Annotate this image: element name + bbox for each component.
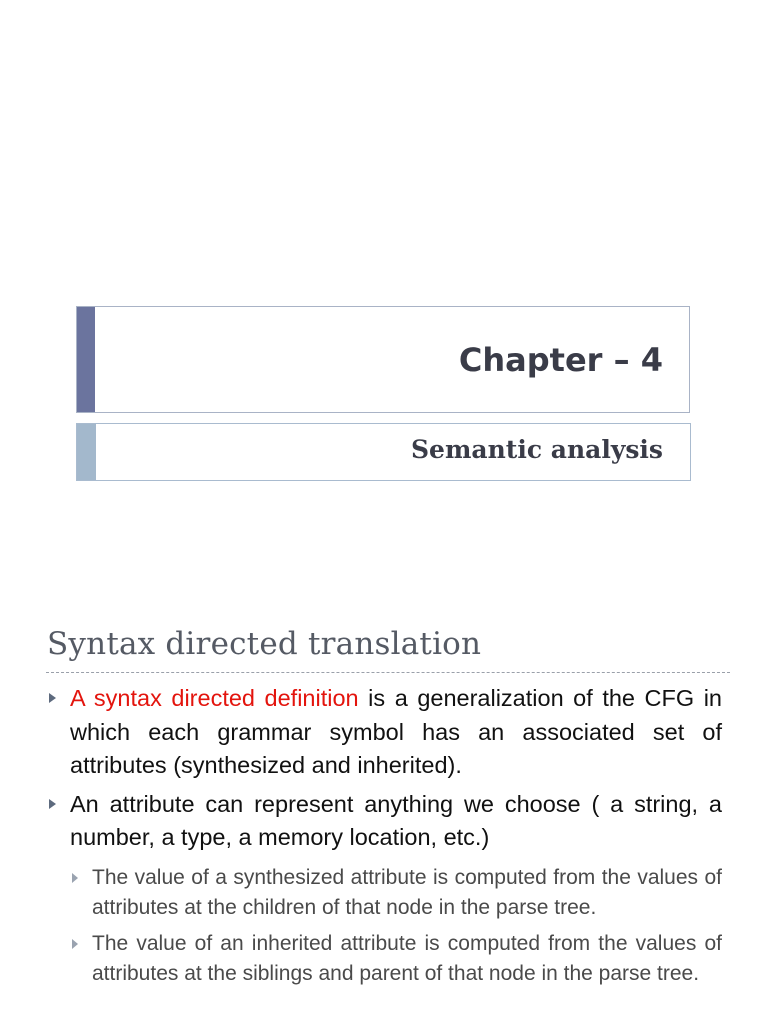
highlighted-term: A syntax directed definition <box>70 685 359 711</box>
triangle-right-icon <box>72 939 78 949</box>
sub-bullet-item <box>70 929 722 989</box>
triangle-right-icon <box>49 799 56 809</box>
section-heading: Syntax directed translation <box>47 626 482 662</box>
sub-bullet-text: The value of a synthesized attribute is computed from the values of attributes at the children of that node in the parse tree. <box>92 865 722 919</box>
chapter-title: Chapter – 4 <box>458 341 663 379</box>
sub-bullet-text: The value of an inherited attribute is computed from the values of attributes at the siblings and parent of that node in the parse tree. <box>92 931 722 985</box>
subtitle-box <box>76 423 691 481</box>
heading-divider <box>46 672 730 673</box>
chapter-title-box <box>76 306 690 413</box>
sub-bullet-item <box>70 863 722 923</box>
chapter-subtitle: Semantic analysis <box>410 435 663 464</box>
title-accent-bar <box>77 307 95 412</box>
bullet-text: An attribute can represent anything we choose ( a string, a number, a type, a memory location, etc.) <box>70 790 722 850</box>
bullet-list <box>46 682 722 989</box>
subtitle-accent-bar <box>77 424 96 480</box>
sub-bullet-list <box>70 863 722 989</box>
bullet-item <box>46 682 722 783</box>
bullet-text: is a generalization of the CFG in which each grammar symbol has an associated set of attributes (synthesized and inherited). <box>70 685 722 778</box>
bullet-item <box>46 788 722 855</box>
triangle-right-icon <box>49 693 56 703</box>
triangle-right-icon <box>72 873 78 883</box>
